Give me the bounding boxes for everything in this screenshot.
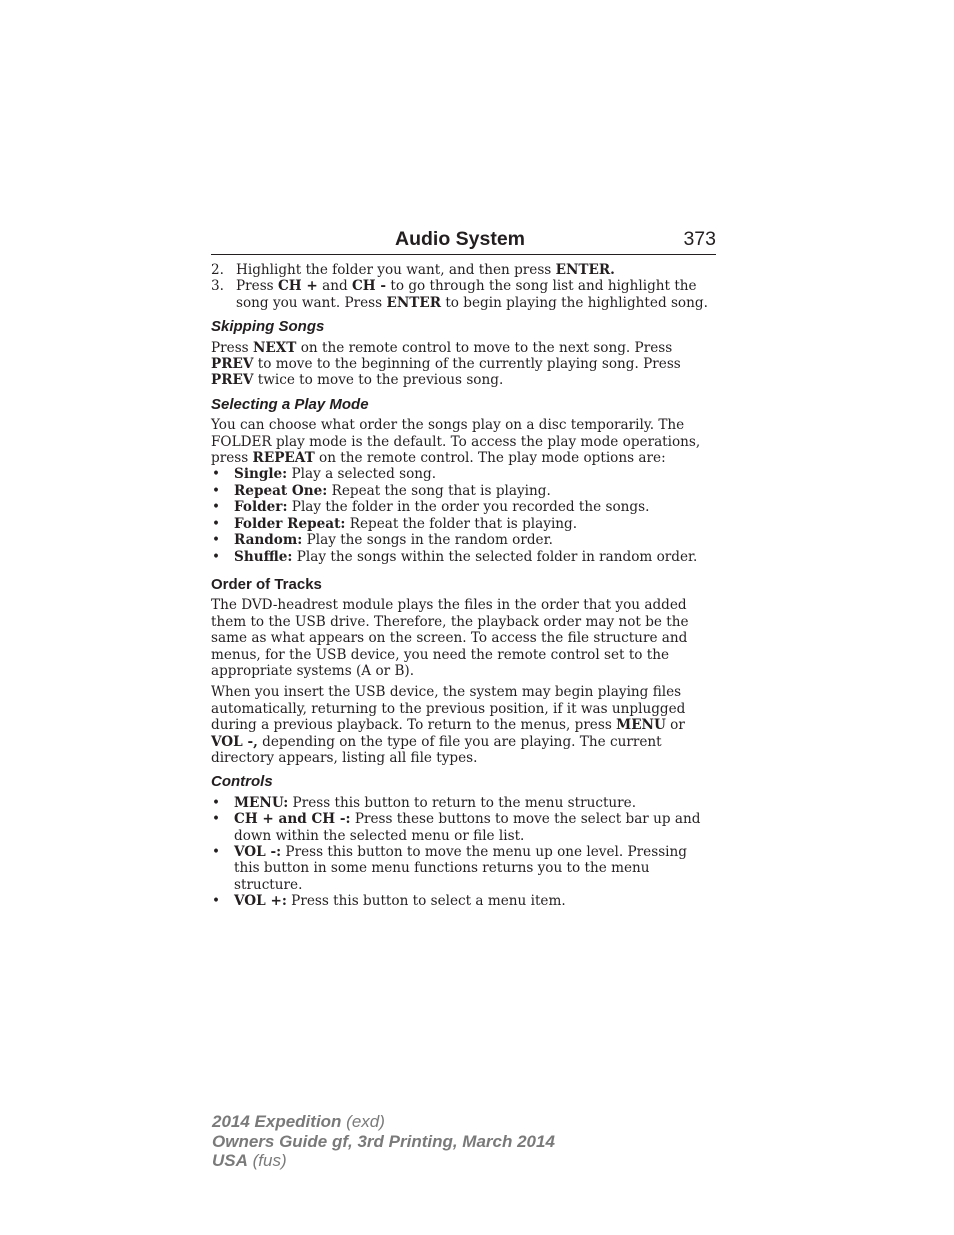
step-item	[211, 278, 716, 311]
footer-region-code: (fus)	[247, 1151, 287, 1170]
page-number: 373	[683, 228, 716, 250]
page-footer	[212, 1112, 555, 1171]
section-title: Audio System	[395, 228, 526, 250]
item-text: Play a selected song.	[287, 466, 437, 483]
step-number: 3.	[211, 278, 224, 295]
list-item	[211, 466, 716, 482]
page-header	[211, 228, 716, 255]
play-mode-list	[211, 466, 716, 564]
list-item	[211, 516, 716, 532]
item-text: Repeat the folder that is playing.	[345, 515, 578, 532]
item-text: Press this button to select a menu item.	[286, 893, 566, 910]
item-term: Folder:	[234, 499, 288, 516]
bold-term: PREV	[211, 356, 254, 373]
item-text: Press this button to move the menu up one level. Pressing this button in some menu functions returns you to the menu structure.	[234, 844, 687, 893]
item-term: Shuffle:	[234, 548, 293, 565]
play-mode-paragraph: You can choose what order the songs play on a disc temporarily. The FOLDER play mode is the default. To access the play mode operations, press REPEAT on the remote control. The play mode options are:	[211, 417, 701, 467]
item-term: Single:	[234, 466, 288, 483]
item-term: Random:	[234, 532, 303, 549]
play-mode-heading: Selecting a Play Mode	[211, 395, 369, 413]
item-text: Play the folder in the order you recorded the songs.	[287, 499, 650, 516]
bold-term: ENTER	[386, 294, 442, 311]
bold-term: VOL -,	[211, 733, 258, 750]
list-item	[211, 844, 716, 893]
step-text: Press CH + and CH - to go through the song list and highlight the song you want. Press ENTER to begin playing the highlighted song.	[236, 278, 708, 311]
step-text: Highlight the folder you want, and then press ENTER.	[236, 262, 615, 278]
item-text: Repeat the song that is playing.	[327, 482, 551, 499]
order-of-tracks-heading: Order of Tracks	[211, 575, 322, 593]
order-paragraph-2: When you insert the USB device, the system may begin playing files automatically, returning to the previous position, if it was unplugged during a previous playback. To return to the menus, press MENU or VOL -, depending on the type of file you are playing. The current directory appears, listing all file types.	[211, 684, 686, 766]
bold-term: MENU	[616, 717, 666, 734]
item-text: Play the songs in the random order.	[302, 532, 553, 549]
footer-line-3	[212, 1151, 555, 1171]
item-term: MENU:	[234, 794, 289, 811]
item-term: VOL +:	[234, 893, 287, 910]
item-text: Press this button to return to the menu structure.	[288, 794, 637, 811]
page-body	[211, 262, 716, 910]
step-item	[211, 262, 716, 278]
item-term: Folder Repeat:	[234, 515, 346, 532]
footer-line-2	[212, 1132, 555, 1152]
list-item	[211, 795, 716, 811]
bold-term: REPEAT	[252, 450, 315, 467]
footer-model-code: (exd)	[341, 1112, 385, 1131]
list-item	[211, 811, 716, 844]
list-item	[211, 499, 716, 515]
step-number: 2.	[211, 262, 224, 278]
item-term: Repeat One:	[234, 482, 328, 499]
bold-term: ENTER.	[555, 262, 615, 278]
bold-term: PREV	[211, 372, 254, 389]
document-page	[211, 228, 716, 910]
footer-region: USA	[212, 1151, 248, 1170]
item-term: CH + and CH -:	[234, 811, 351, 828]
steps-list	[211, 262, 716, 311]
footer-model: 2014 Expedition	[212, 1112, 342, 1131]
list-item	[211, 549, 716, 565]
order-paragraph-1: The DVD-headrest module plays the files in the order that you added them to the USB drive. Therefore, the playback order may not be the same as what appears on the screen. To access the file structure and menus, for the USB device, you need the remote control set to the appropriate systems (A or B).	[211, 597, 689, 679]
list-item	[211, 532, 716, 548]
bold-term: CH +	[277, 278, 318, 295]
list-item	[211, 483, 716, 499]
bold-term: CH -	[351, 278, 387, 295]
item-text: Press these buttons to move the select bar up and down within the selected menu or file list.	[234, 811, 701, 844]
footer-line-1	[212, 1112, 555, 1132]
skipping-songs-heading: Skipping Songs	[211, 318, 325, 336]
item-term: VOL -:	[234, 844, 282, 860]
skipping-songs-paragraph: Press NEXT on the remote control to move to the next song. Press PREV to move to the beginning of the currently playing song. Press PREV twice to move to the previous song.	[211, 339, 681, 389]
footer-guide: Owners Guide gf, 3rd Printing, March 2014	[212, 1131, 555, 1151]
controls-list	[211, 795, 716, 910]
controls-heading: Controls	[211, 773, 273, 791]
bold-term: NEXT	[252, 339, 297, 356]
item-text: Play the songs within the selected folder in random order.	[292, 548, 698, 565]
list-item	[211, 893, 716, 909]
